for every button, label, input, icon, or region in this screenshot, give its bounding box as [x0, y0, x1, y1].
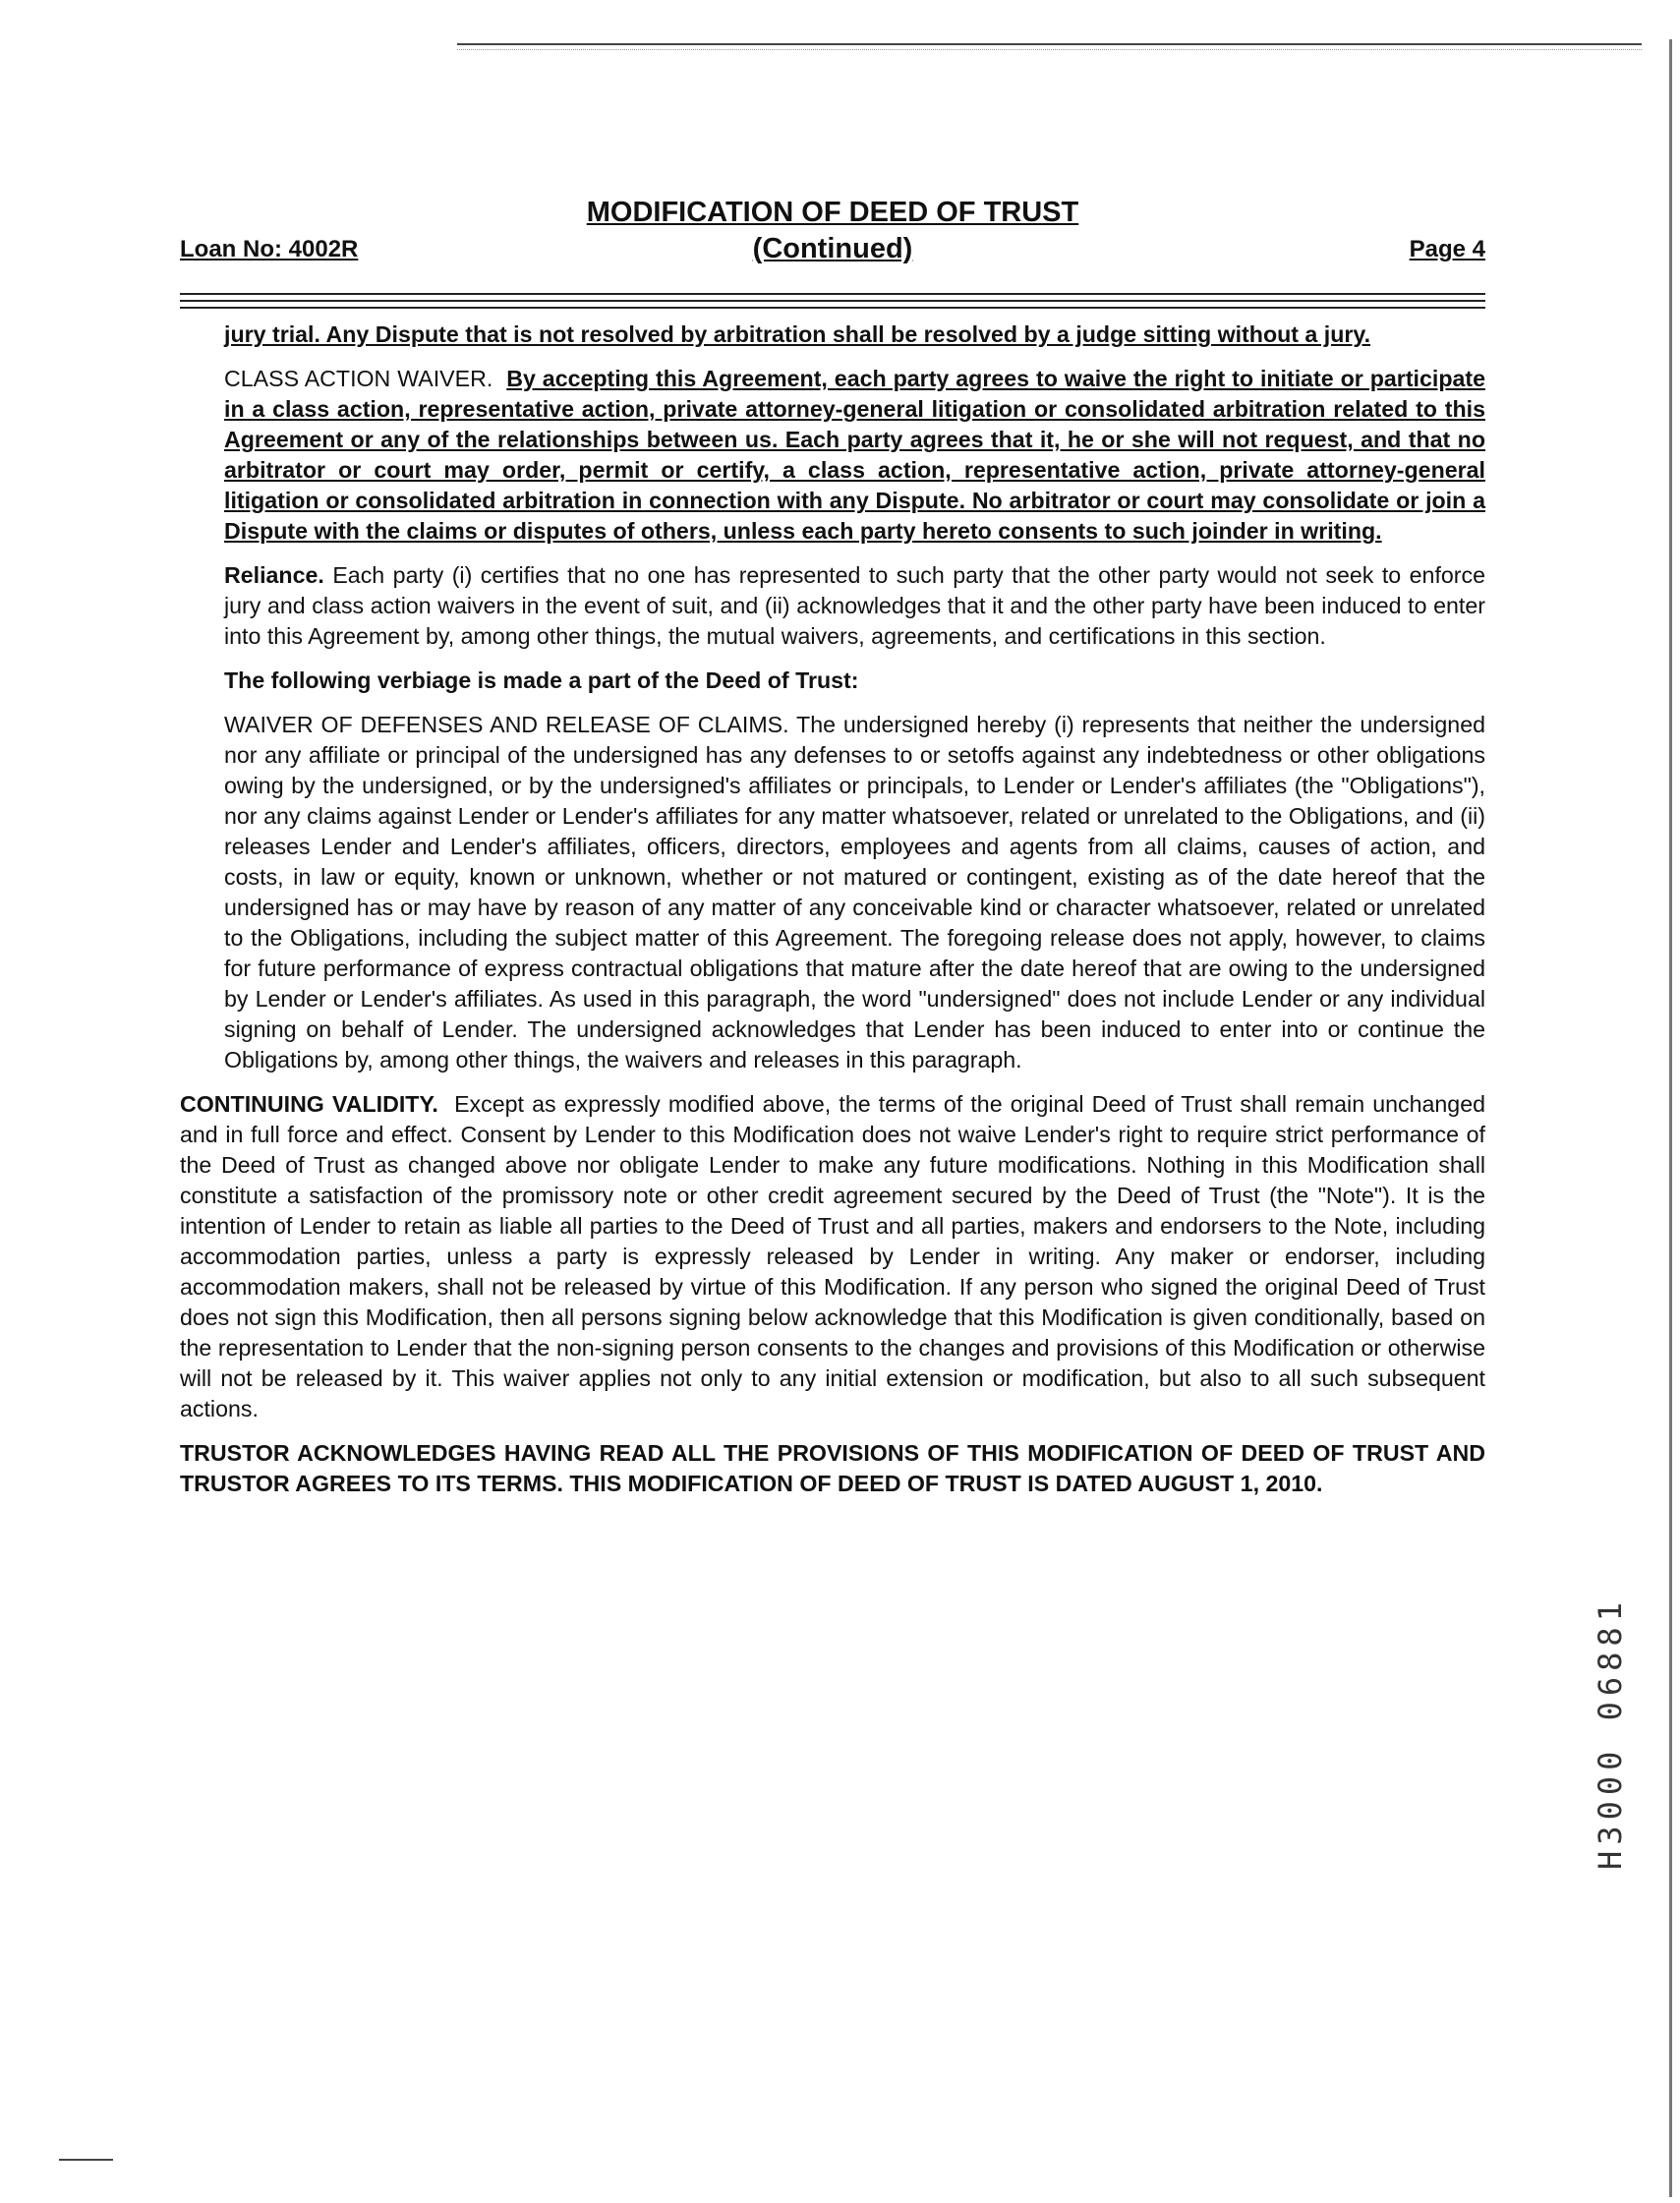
page-header	[180, 197, 1485, 275]
header-rule-bottom	[180, 307, 1485, 309]
page-number: Page 4	[1409, 236, 1485, 262]
header-rule-top	[180, 293, 1485, 295]
verbiage-intro	[224, 666, 1485, 696]
waiver-text: WAIVER OF DEFENSES AND RELEASE OF CLAIMS. The undersigned hereby (i) represents that neither the undersigned nor any affiliate or principal of the undersigned has any defenses to or setoffs against any indebtedness or other obligations owing by the undersigned, or by the undersigned's affiliates or principals, to Lender or Lender's affiliates (the "Obligations"), nor any claims against Lender or Lender's affiliates for any matter whatsoever, related or unrelated to the Obligations, and (ii) releases Lender and Lender's affiliates, officers, directors, employees and agents from all claims, causes of action, and costs, in law or equity, known or unknown, whether or not matured or contingent, existing as of the date hereof that the undersigned has or may have by reason of any matter of any conceivable kind or character whatsoever, related or unrelated to the Obligations, including the subject matter of this Agreement. The foregoing release does not apply, however, to claims for future performance of express contractual obligations that mature after the date hereof that are owing to the undersigned by Lender or Lender's affiliates. As used in this paragraph, the word "undersigned" does not include Lender or any individual signing on behalf of Lender. The undersigned acknowledges that Lender has been induced to enter into or continue the Obligations by, among other things, the waivers and releases in this paragraph.	[224, 712, 1485, 1073]
scan-top-border-dotted	[457, 49, 1642, 50]
scan-top-border	[457, 43, 1642, 45]
acknowledgement-text: TRUSTOR ACKNOWLEDGES HAVING READ ALL THE PROVISIONS OF THIS MODIFICATION OF DEED OF TRUST AND TRUSTOR AGREES TO ITS TERMS. THIS MODIFICATION OF DEED OF TRUST IS DATED AUGUST 1, 2010.	[180, 1440, 1485, 1496]
continuing-heading: CONTINUING VALIDITY.	[180, 1091, 438, 1117]
class-action-heading: CLASS ACTION WAIVER.	[224, 366, 493, 391]
scan-corner-mark	[59, 2159, 113, 2161]
reliance-heading: Reliance.	[224, 562, 324, 588]
class-action-waiver	[224, 364, 1485, 547]
continuing-validity	[180, 1089, 1485, 1424]
arbitration-section	[180, 319, 1485, 1075]
verbiage-intro-text: The following verbiage is made a part of the Deed of Trust:	[224, 667, 859, 693]
continuing-text: Except as expressly modified above, the terms of the original Deed of Trust shall remain unchanged and in full force and effect. Consent by Lender to this Modification does not waive Lender's right to require strict performance of the Deed of Trust as changed above nor obligate Lender to make any future modifications. Nothing in this Modification shall constitute a satisfaction of the promissory note or other credit agreement secured by the Deed of Trust (the "Note"). It is the intention of Lender to retain as liable all parties to the Deed of Trust and all parties, makers and endorsers to the Note, including accommodation parties, unless a party is expressly released by Lender in writing. Any maker or endorser, including accommodation makers, shall not be released by virtue of this Modification. If any person who signed the original Deed of Trust does not sign this Modification, then all persons signing below acknowledge that this Modification is given conditionally, based on the representation to Lender that the non-signing person consents to the changes and provisions of this Modification or otherwise will not be released by it. This waiver applies not only to any initial extension or modification, but also to all such subsequent actions.	[180, 1091, 1485, 1421]
reliance-paragraph	[224, 560, 1485, 652]
jury-trial-text: jury trial. Any Dispute that is not resolved by arbitration shall be resolved by a judge sitting without a jury.	[224, 321, 1371, 347]
waiver-of-defenses	[224, 710, 1485, 1075]
document-stamp	[1593, 1593, 1628, 1873]
jury-trial-clause	[224, 319, 1485, 350]
document-title: MODIFICATION OF DEED OF TRUST	[586, 197, 1079, 228]
document-subtitle: (Continued)	[752, 233, 913, 264]
scan-right-edge	[1669, 39, 1672, 2197]
reliance-text: Each party (i) certifies that no one has represented to such party that the other party would not seek to enforce jury and class action waivers in the event of suit, and (ii) acknowledges that it and the other party have been induced to enter into this Agreement by, among other things, the mutual waivers, agreements, and certifications in this section.	[224, 562, 1485, 649]
document-body	[180, 319, 1485, 1513]
stamp-number: H3000 06881	[1592, 1595, 1629, 1870]
loan-number: Loan No: 4002R	[180, 236, 359, 262]
header-rule-middle	[180, 300, 1485, 302]
trustor-acknowledgement	[180, 1438, 1485, 1499]
class-action-text: By accepting this Agreement, each party agrees to waive the right to initiate or participate in a class action, representative action, private attorney-general litigation or consolidated arbitration related to this Agreement or any of the relationships between us. Each party agrees that it, he or she will not request, and that no arbitrator or court may order, permit or certify, a class action, representative action, private attorney-general litigation or consolidated arbitration in connection with any Dispute. No arbitrator or court may consolidate or join a Dispute with the claims or disputes of others, unless each party hereto consents to such joinder in writing.	[224, 366, 1486, 544]
